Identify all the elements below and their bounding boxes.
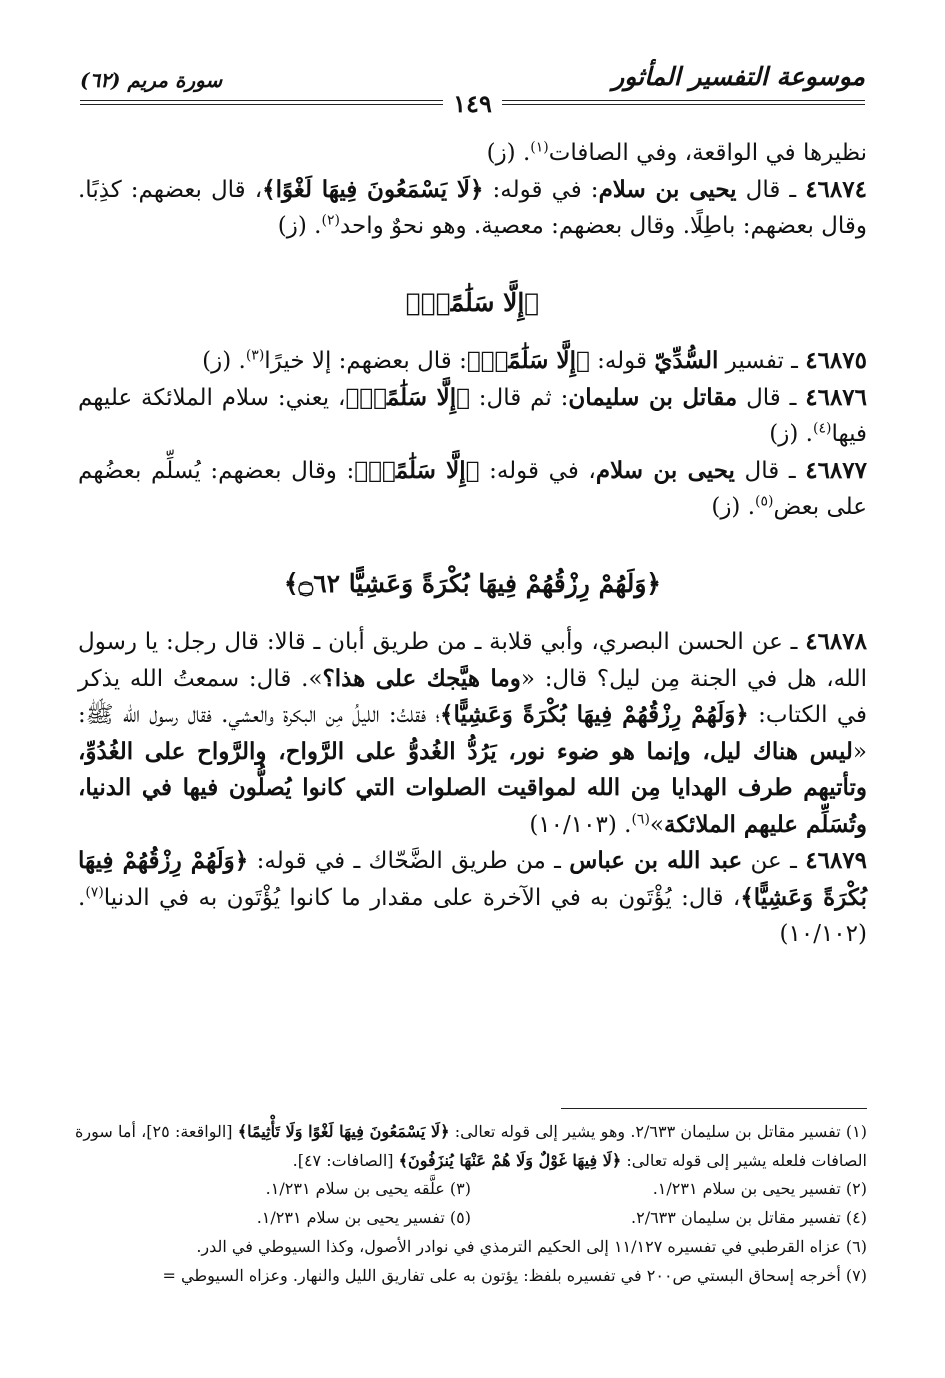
footnote-ref: (٣) xyxy=(245,347,265,364)
page-number: ١٤٩ xyxy=(443,89,502,118)
narrator-name: يحيى بن سلام xyxy=(598,175,737,203)
footnote-ref: (٤) xyxy=(812,420,832,437)
entry-number: ٤٦٨٧٨ xyxy=(805,628,867,655)
footnote-5: (٥) تفسير يحيى بن سلام ١/٢٣١. xyxy=(256,1208,471,1228)
narrator-name: يحيى بن سلام xyxy=(595,456,735,484)
footnote-ref: (٥) xyxy=(755,493,774,510)
footnote-ref: (٧) xyxy=(85,883,104,900)
narrator-name: عبد الله بن عباس xyxy=(569,847,743,874)
footnote-rule xyxy=(561,1108,867,1109)
entry-number: ٤٦٨٧٥ xyxy=(805,347,867,374)
footnote-6: (٦) عزاه القرطبي في تفسيره ١١/١٢٧ إلى الحكيم الترمذي في نوادر الأصول، وكذا السيوطي في الدر. xyxy=(196,1236,867,1256)
quran-quote: ﴿وَلَهُمْ رِزْقُهُمْ فِيهَا بُكْرَةً وَعَشِيًّا﴾ xyxy=(78,847,868,911)
quran-quote: ﴿لَا يَسْمَعُونَ فِيهَا لَغْوًا﴾ xyxy=(262,175,484,203)
entry-46875: ٤٦٨٧٥ ـ تفسير السُّدِّيّ قوله: ﴿إِلَّا سَلَٰمًاۖ﴾: قال بعضهم: إلا خيرًا$^{(٣)}$. (ز) xyxy=(202,347,867,374)
quran-quote: ﴿إِلَّا سَلَٰمًاۖ﴾ xyxy=(354,456,480,484)
footnote-row-2-3 xyxy=(75,1175,867,1204)
entry-46876: ٤٦٨٧٦ ـ قال مقاتل بن سليمان: ثم قال: ﴿إِلَّا سَلَٰمًاۖ﴾، يعني: سلام الملائكة عليهم فيها$^{(٤)}$. (ز) xyxy=(78,383,868,447)
footnote-row-4-5 xyxy=(75,1204,867,1233)
page-number-wrap xyxy=(0,89,945,118)
surah-label: سورة مريم (٦٢) xyxy=(80,68,223,92)
footnote-2: (٢) تفسير يحيى بن سلام ١/٢٣١. xyxy=(652,1179,867,1199)
narrator-name: مقاتل بن سليمان xyxy=(568,383,738,411)
quran-quote: ﴿لَا فِيهَا غَوْلٌ وَلَا هُمْ عَنْهَا يُنزَفُونَ﴾ xyxy=(398,1150,622,1170)
narrator-name: السُّدِّيّ xyxy=(654,347,719,374)
hadith-text: ليس هناك ليل، وإنما هو ضوء نور، يَرُدُّ الغُدوُّ على الرَّواح، والرَّواح على الغُدُوِّ، وتأتيهم طرف الهدايا مِن الله لمواقيت الصلوات التي كانوا يُصلُّون فيها في الدنيا، وتُسَلِّم عليهم الملائكة xyxy=(78,737,867,838)
entry-number: ٤٦٨٧٦ xyxy=(805,383,868,411)
footnote-ref: (٢) xyxy=(321,212,340,229)
quran-quote: ﴿إِلَّا سَلَٰمًاۖ﴾ xyxy=(345,383,470,411)
verse-heading-2: ﴿وَلَهُمْ رِزْقُهُمْ فِيهَا بُكْرَةً وَعَشِيًّا ۝٦٢﴾ xyxy=(283,568,662,598)
entry-number: ٤٦٨٧٤ xyxy=(805,175,867,203)
entry-number: ٤٦٨٧٧ xyxy=(805,456,867,484)
quran-quote: ﴿وَلَهُمْ رِزْقُهُمْ فِيهَا بُكْرَةً وَعَشِيًّا﴾ xyxy=(440,701,749,728)
footnote-ref: (٦) xyxy=(631,810,650,827)
entry-46874: ٤٦٨٧٤ ـ قال يحيى بن سلام: في قوله: ﴿لَا يَسْمَعُونَ فِيهَا لَغْوًا﴾، قال بعضهم: كذِبًا. وقال بعضهم: باطِلًا. وقال بعضهم: معصية. وهو نحوٌ واحد$^{(٢)}$. (ز) xyxy=(78,175,867,239)
hadith-question: وما هيَّجك على هذا؟ xyxy=(322,664,521,692)
footnotes xyxy=(75,1118,867,1290)
footnote-7: (٧) أخرجه إسحاق البستي ص٢٠٠ في تفسيره بلفظ: يؤتون به على تفاريق الليل والنهار. وعزاه السيوطي = xyxy=(162,1265,867,1285)
footnote-3: (٣) علَّقه يحيى بن سلام ١/٢٣١. xyxy=(265,1179,471,1199)
page-body xyxy=(78,135,867,953)
paragraph-continuation: نظيرها في الواقعة، وفي الصافات$^{(١)}$. (ز) xyxy=(486,139,867,166)
entry-46878: ٤٦٨٧٨ ـ عن الحسن البصري، وأبي قلابة ـ من طريق أبان ـ قالا: قال رجل: يا رسول الله، هل في الجنة مِن ليل؟ قال: «وما هيَّجك على هذا؟». قال: سمعتُ الله يذكر في الكتاب: ﴿وَلَهُمْ رِزْقُهُمْ فِيهَا بُكْرَةً وَعَشِيًّا﴾؛ فقلتُ: الليلُ مِن البكرة والعشي. فقال رسول الله ﷺ: «ليس هناك ليل، وإنما هو ضوء نور، يَرُدُّ الغُدوُّ على الرَّواح، والرَّواح على الغُدُوِّ، وتأتيهم طرف الهدايا مِن الله لمواقيت الصلوات التي كانوا يُصلُّون فيها في الدنيا، وتُسَلِّم عليهم الملائكة»$^{(٦)}$. (١٠/١٠٣) xyxy=(78,628,867,838)
quran-quote: ﴿إِلَّا سَلَٰمًاۖ﴾ xyxy=(466,347,590,374)
quran-quote: ﴿لَا يَسْمَعُونَ فِيهَا لَغْوًا وَلَا تَأْثِيمًا﴾ xyxy=(237,1122,450,1141)
footnote-4: (٤) تفسير مقاتل بن سليمان ٢/٦٣٣. xyxy=(631,1208,867,1228)
entry-46879: ٤٦٨٧٩ ـ عن عبد الله بن عباس ـ من طريق الضَّحّاك ـ في قوله: ﴿وَلَهُمْ رِزْقُهُمْ فِيهَا بُكْرَةً وَعَشِيًّا﴾، قال: يُؤْتَون به في الآخرة على مقدار ما كانوا يُؤْتَون به في الدنيا$^{(٧)}$. (١٠/١٠٢) xyxy=(78,847,868,947)
verse-heading-1: ﴿إِلَّا سَلَٰمًاۖ﴾ xyxy=(405,287,540,317)
book-title: موسوعة التفسير المأثور xyxy=(612,62,865,91)
entry-number: ٤٦٨٧٩ xyxy=(805,847,868,874)
footnote-ref: (١) xyxy=(530,139,549,156)
entry-46877: ٤٦٨٧٧ ـ قال يحيى بن سلام، في قوله: ﴿إِلَّا سَلَٰمًاۖ﴾: وقال بعضهم: يُسلِّم بعضُهم على بعض$^{(٥)}$. (ز) xyxy=(78,456,867,520)
footnote-1: (١) تفسير مقاتل بن سليمان ٢/٦٣٣. وهو يشير إلى قوله تعالى: ﴿لَا يَسْمَعُونَ فِيهَا لَغْوًا وَلَا تَأْثِيمًا﴾ [الواقعة: ٢٥]، أما سورة الصافات فلعله يشير إلى قوله تعالى: ﴿لَا فِيهَا غَوْلٌ وَلَا هُمْ عَنْهَا يُنزَفُونَ﴾ [الصافات: ٤٧]. xyxy=(75,1122,868,1170)
